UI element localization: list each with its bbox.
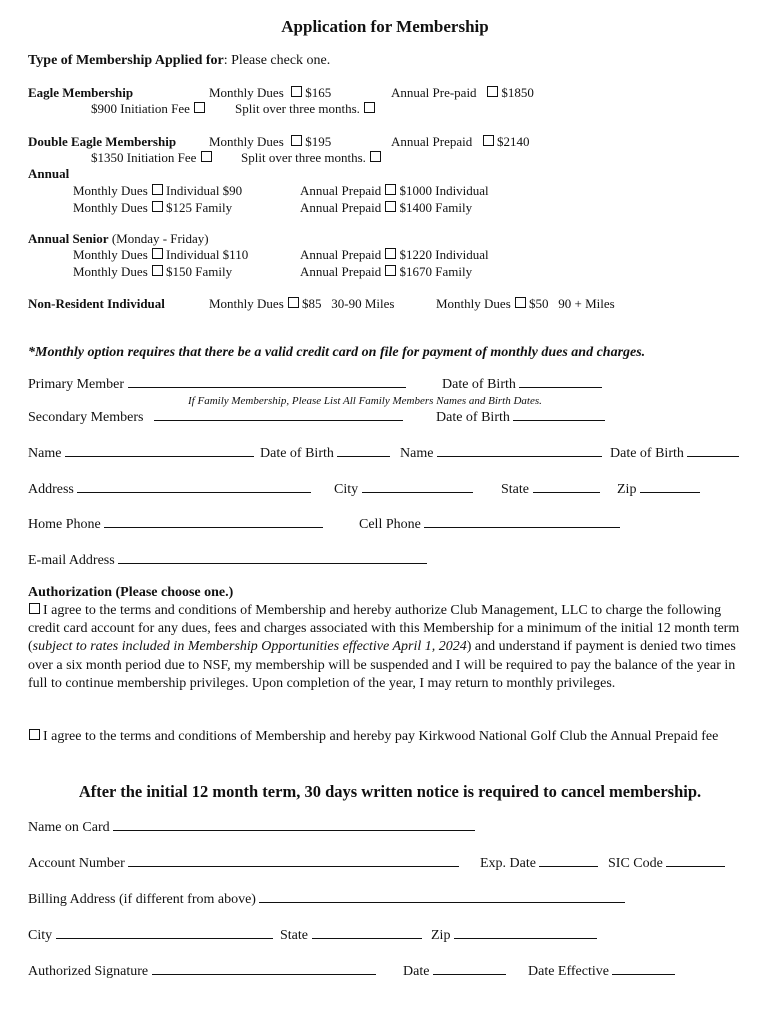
family-member-1-name-label: Name bbox=[28, 446, 62, 461]
family-member-2-dob-label: Date of Birth bbox=[610, 446, 684, 461]
authorization-heading: Authorization (Please choose one.) bbox=[28, 585, 234, 600]
non-resident-near-checkbox[interactable] bbox=[288, 297, 299, 308]
primary-dob-label: Date of Birth bbox=[442, 377, 516, 392]
double-eagle-split-option[interactable] bbox=[241, 150, 384, 166]
cell-phone-label: Cell Phone bbox=[359, 517, 421, 532]
annual-prepaid-individual-amount: $1000 Individual bbox=[399, 183, 489, 198]
annual-senior-label: Annual Senior bbox=[28, 231, 109, 246]
signature-date-row bbox=[403, 964, 506, 980]
eagle-split-label: Split over three months. bbox=[235, 101, 360, 116]
double-eagle-split-label: Split over three months. bbox=[241, 150, 366, 165]
address-field[interactable] bbox=[77, 491, 311, 493]
primary-member-field[interactable] bbox=[128, 386, 406, 388]
eagle-split-option[interactable] bbox=[235, 101, 378, 117]
page-title: Application for Membership bbox=[281, 17, 489, 36]
cancellation-notice: After the initial 12 month term, 30 days written notice is required to cancel membership. bbox=[78, 782, 702, 801]
authorization-option-1-checkbox[interactable] bbox=[29, 603, 40, 614]
annual-monthly-individual-label: Monthly Dues bbox=[73, 183, 148, 198]
authorization-option-2 bbox=[28, 728, 728, 746]
account-number-field[interactable] bbox=[128, 865, 459, 867]
primary-dob-row bbox=[442, 377, 602, 393]
family-member-2-name-row bbox=[400, 446, 602, 462]
annual-prepaid-individual-checkbox[interactable] bbox=[385, 184, 396, 195]
non-resident-near-label: Monthly Dues bbox=[209, 296, 284, 311]
non-resident-far-label: Monthly Dues bbox=[436, 296, 511, 311]
authorization-option-1-rates-note: subject to rates included in Membership Opportunities effective April 1, 2024 bbox=[32, 639, 467, 655]
eagle-annual-option[interactable] bbox=[391, 85, 534, 101]
account-number-label: Account Number bbox=[28, 856, 125, 871]
zip-label: Zip bbox=[617, 482, 637, 497]
senior-monthly-individual-checkbox[interactable] bbox=[152, 248, 163, 259]
signature-date-field[interactable] bbox=[433, 973, 506, 975]
non-resident-near-option[interactable] bbox=[209, 296, 394, 312]
senior-prepaid-family-amount: $1670 Family bbox=[399, 264, 473, 279]
double-eagle-monthly-option[interactable] bbox=[209, 134, 331, 150]
non-resident-far-value: $50 90 + Miles bbox=[529, 296, 615, 311]
membership-type-heading bbox=[28, 53, 330, 69]
billing-address-label: Billing Address (if different from above) bbox=[28, 892, 256, 907]
senior-prepaid-individual-label: Annual Prepaid bbox=[300, 247, 382, 262]
family-member-1-dob-row bbox=[260, 446, 390, 462]
state-row bbox=[501, 482, 600, 498]
state-field[interactable] bbox=[533, 491, 600, 493]
billing-zip-row bbox=[431, 928, 597, 944]
authorization-option-1-text-a: I agree to the terms and conditions of Membership and hereby authorize Club Management, LLC to charge the following credit card account for any dues, fees and charges associated with this Membership for a minimum of the initial 12 month term ( bbox=[28, 603, 740, 655]
family-member-1-name-field[interactable] bbox=[65, 455, 254, 457]
family-member-1-dob-label: Date of Birth bbox=[260, 446, 334, 461]
non-resident-near-value: $85 30-90 Miles bbox=[302, 296, 395, 311]
annual-prepaid-family-amount: $1400 Family bbox=[399, 200, 473, 215]
address-row bbox=[28, 482, 311, 498]
senior-monthly-family-option[interactable] bbox=[73, 264, 232, 280]
double-eagle-membership-label: Double Eagle Membership bbox=[28, 134, 177, 149]
annual-monthly-family-label: Monthly Dues bbox=[73, 200, 148, 215]
billing-address-row bbox=[28, 892, 625, 908]
eagle-initiation-option[interactable] bbox=[91, 101, 208, 117]
email-row bbox=[28, 553, 427, 569]
annual-monthly-family-option[interactable] bbox=[73, 200, 232, 216]
monthly-option-note: *Monthly option requires that there be a valid credit card on file for payment of monthly dues and charges. bbox=[28, 345, 646, 360]
secondary-members-field[interactable] bbox=[154, 419, 403, 421]
billing-state-label: State bbox=[280, 928, 308, 943]
secondary-dob-row bbox=[436, 410, 605, 426]
city-field[interactable] bbox=[362, 491, 473, 493]
primary-dob-field[interactable] bbox=[519, 386, 602, 388]
sic-code-label: SIC Code bbox=[608, 856, 663, 871]
annual-senior-note: (Monday - Friday) bbox=[108, 231, 209, 246]
annual-prepaid-family-option[interactable] bbox=[300, 200, 472, 216]
double-eagle-annual-option[interactable] bbox=[391, 134, 529, 150]
home-phone-field[interactable] bbox=[104, 526, 323, 528]
family-member-1-name-row bbox=[28, 446, 254, 462]
home-phone-row bbox=[28, 517, 323, 533]
exp-date-row bbox=[480, 856, 598, 872]
family-membership-note: If Family Membership, Please List All Family Members Names and Birth Dates. bbox=[188, 395, 542, 407]
date-effective-row bbox=[528, 964, 675, 980]
authorization-option-1-text-b: ) and understand if payment is denied two times over a six month period due to NSF, my membership will be suspended and I will be required to pay the balance of the year in full to continue membership privileges. Upon completion of the year, I may return to monthly privileges. bbox=[28, 639, 736, 691]
family-member-1-dob-field[interactable] bbox=[337, 455, 390, 457]
eagle-annual-amount: $1850 bbox=[501, 85, 534, 100]
membership-type-heading-rest: : Please check one. bbox=[223, 53, 331, 68]
annual-monthly-individual-amount: Individual $90 bbox=[166, 183, 243, 198]
secondary-dob-label: Date of Birth bbox=[436, 410, 510, 425]
senior-monthly-individual-amount: Individual $110 bbox=[166, 247, 249, 262]
double-eagle-monthly-amount: $195 bbox=[305, 134, 332, 149]
senior-prepaid-family-label: Annual Prepaid bbox=[300, 264, 382, 279]
cell-phone-field[interactable] bbox=[424, 526, 620, 528]
annual-prepaid-family-checkbox[interactable] bbox=[385, 201, 396, 212]
senior-monthly-family-label: Monthly Dues bbox=[73, 264, 148, 279]
billing-address-field[interactable] bbox=[259, 901, 625, 903]
email-field[interactable] bbox=[118, 562, 427, 564]
billing-zip-label: Zip bbox=[431, 928, 451, 943]
family-member-2-name-field[interactable] bbox=[437, 455, 602, 457]
annual-prepaid-individual-label: Annual Prepaid bbox=[300, 183, 382, 198]
senior-prepaid-individual-option[interactable] bbox=[300, 247, 489, 263]
sic-code-row bbox=[608, 856, 725, 872]
family-member-2-dob-row bbox=[610, 446, 739, 462]
billing-city-row bbox=[28, 928, 273, 944]
double-eagle-initiation-checkbox[interactable] bbox=[201, 151, 212, 162]
secondary-members-row bbox=[28, 410, 403, 426]
exp-date-field[interactable] bbox=[539, 865, 598, 867]
billing-city-label: City bbox=[28, 928, 53, 943]
annual-monthly-individual-checkbox[interactable] bbox=[152, 184, 163, 195]
billing-state-field[interactable] bbox=[312, 937, 422, 939]
authorization-option-2-checkbox[interactable] bbox=[29, 729, 40, 740]
annual-monthly-family-checkbox[interactable] bbox=[152, 201, 163, 212]
exp-date-label: Exp. Date bbox=[480, 856, 536, 871]
senior-prepaid-individual-amount: $1220 Individual bbox=[399, 247, 489, 262]
eagle-monthly-amount: $165 bbox=[305, 85, 332, 100]
signature-row bbox=[28, 964, 376, 980]
city-label: City bbox=[334, 482, 359, 497]
zip-field[interactable] bbox=[640, 491, 700, 493]
signature-label: Authorized Signature bbox=[28, 964, 149, 979]
annual-monthly-individual-option[interactable] bbox=[73, 183, 242, 199]
eagle-membership-label: Eagle Membership bbox=[28, 85, 134, 100]
authorization-option-1 bbox=[28, 602, 750, 693]
primary-member-row bbox=[28, 377, 406, 393]
double-eagle-annual-amount: $2140 bbox=[496, 134, 530, 149]
name-on-card-row bbox=[28, 820, 475, 836]
signature-date-label: Date bbox=[403, 964, 430, 979]
eagle-monthly-checkbox[interactable] bbox=[291, 86, 302, 97]
double-eagle-monthly-checkbox[interactable] bbox=[291, 135, 302, 146]
family-member-2-dob-field[interactable] bbox=[687, 455, 739, 457]
eagle-annual-label: Annual Pre-paid bbox=[391, 85, 477, 100]
home-phone-label: Home Phone bbox=[28, 517, 101, 532]
double-eagle-initiation-label: $1350 Initiation Fee bbox=[91, 150, 197, 165]
annual-senior-heading bbox=[28, 231, 209, 247]
senior-monthly-individual-label: Monthly Dues bbox=[73, 247, 148, 262]
state-label: State bbox=[501, 482, 529, 497]
non-resident-far-option[interactable] bbox=[436, 296, 615, 312]
senior-monthly-individual-option[interactable] bbox=[73, 247, 248, 263]
date-effective-field[interactable] bbox=[612, 973, 675, 975]
senior-prepaid-family-option[interactable] bbox=[300, 264, 472, 280]
eagle-annual-checkbox[interactable] bbox=[487, 86, 498, 97]
address-label: Address bbox=[28, 482, 74, 497]
annual-membership-label: Annual bbox=[28, 166, 70, 181]
billing-zip-field[interactable] bbox=[454, 937, 597, 939]
primary-member-label: Primary Member bbox=[28, 377, 125, 392]
eagle-initiation-label: $900 Initiation Fee bbox=[91, 101, 190, 116]
senior-monthly-family-checkbox[interactable] bbox=[152, 265, 163, 276]
double-eagle-split-checkbox[interactable] bbox=[370, 151, 381, 162]
signature-field[interactable] bbox=[152, 973, 376, 975]
eagle-monthly-option[interactable] bbox=[209, 85, 331, 101]
eagle-initiation-checkbox[interactable] bbox=[194, 102, 205, 113]
annual-monthly-family-amount: $125 Family bbox=[166, 200, 233, 215]
zip-row bbox=[617, 482, 700, 498]
billing-state-row bbox=[280, 928, 422, 944]
secondary-members-label: Secondary Members bbox=[28, 410, 144, 425]
double-eagle-monthly-label: Monthly Dues bbox=[209, 134, 284, 149]
non-resident-label: Non-Resident Individual bbox=[28, 296, 165, 311]
date-effective-label: Date Effective bbox=[528, 964, 609, 979]
authorization-option-2-text: I agree to the terms and conditions of Membership and hereby pay Kirkwood National Golf Club the Annual Prepaid fee bbox=[43, 729, 719, 744]
double-eagle-annual-label: Annual Prepaid bbox=[391, 134, 473, 149]
membership-type-heading-bold: Type of Membership Applied for bbox=[28, 53, 224, 68]
city-row bbox=[334, 482, 473, 498]
email-label: E-mail Address bbox=[28, 553, 115, 568]
senior-monthly-family-amount: $150 Family bbox=[166, 264, 233, 279]
eagle-split-checkbox[interactable] bbox=[364, 102, 375, 113]
name-on-card-label: Name on Card bbox=[28, 820, 110, 835]
name-on-card-field[interactable] bbox=[113, 829, 475, 831]
billing-city-field[interactable] bbox=[56, 937, 273, 939]
cell-phone-row bbox=[359, 517, 620, 533]
annual-prepaid-individual-option[interactable] bbox=[300, 183, 489, 199]
family-member-2-name-label: Name bbox=[400, 446, 434, 461]
senior-prepaid-family-checkbox[interactable] bbox=[385, 265, 396, 276]
double-eagle-initiation-option[interactable] bbox=[91, 150, 215, 166]
double-eagle-annual-checkbox[interactable] bbox=[483, 135, 494, 146]
annual-prepaid-family-label: Annual Prepaid bbox=[300, 200, 382, 215]
sic-code-field[interactable] bbox=[666, 865, 725, 867]
non-resident-far-checkbox[interactable] bbox=[515, 297, 526, 308]
eagle-monthly-label: Monthly Dues bbox=[209, 85, 284, 100]
senior-prepaid-individual-checkbox[interactable] bbox=[385, 248, 396, 259]
secondary-dob-field[interactable] bbox=[513, 419, 605, 421]
account-number-row bbox=[28, 856, 459, 872]
